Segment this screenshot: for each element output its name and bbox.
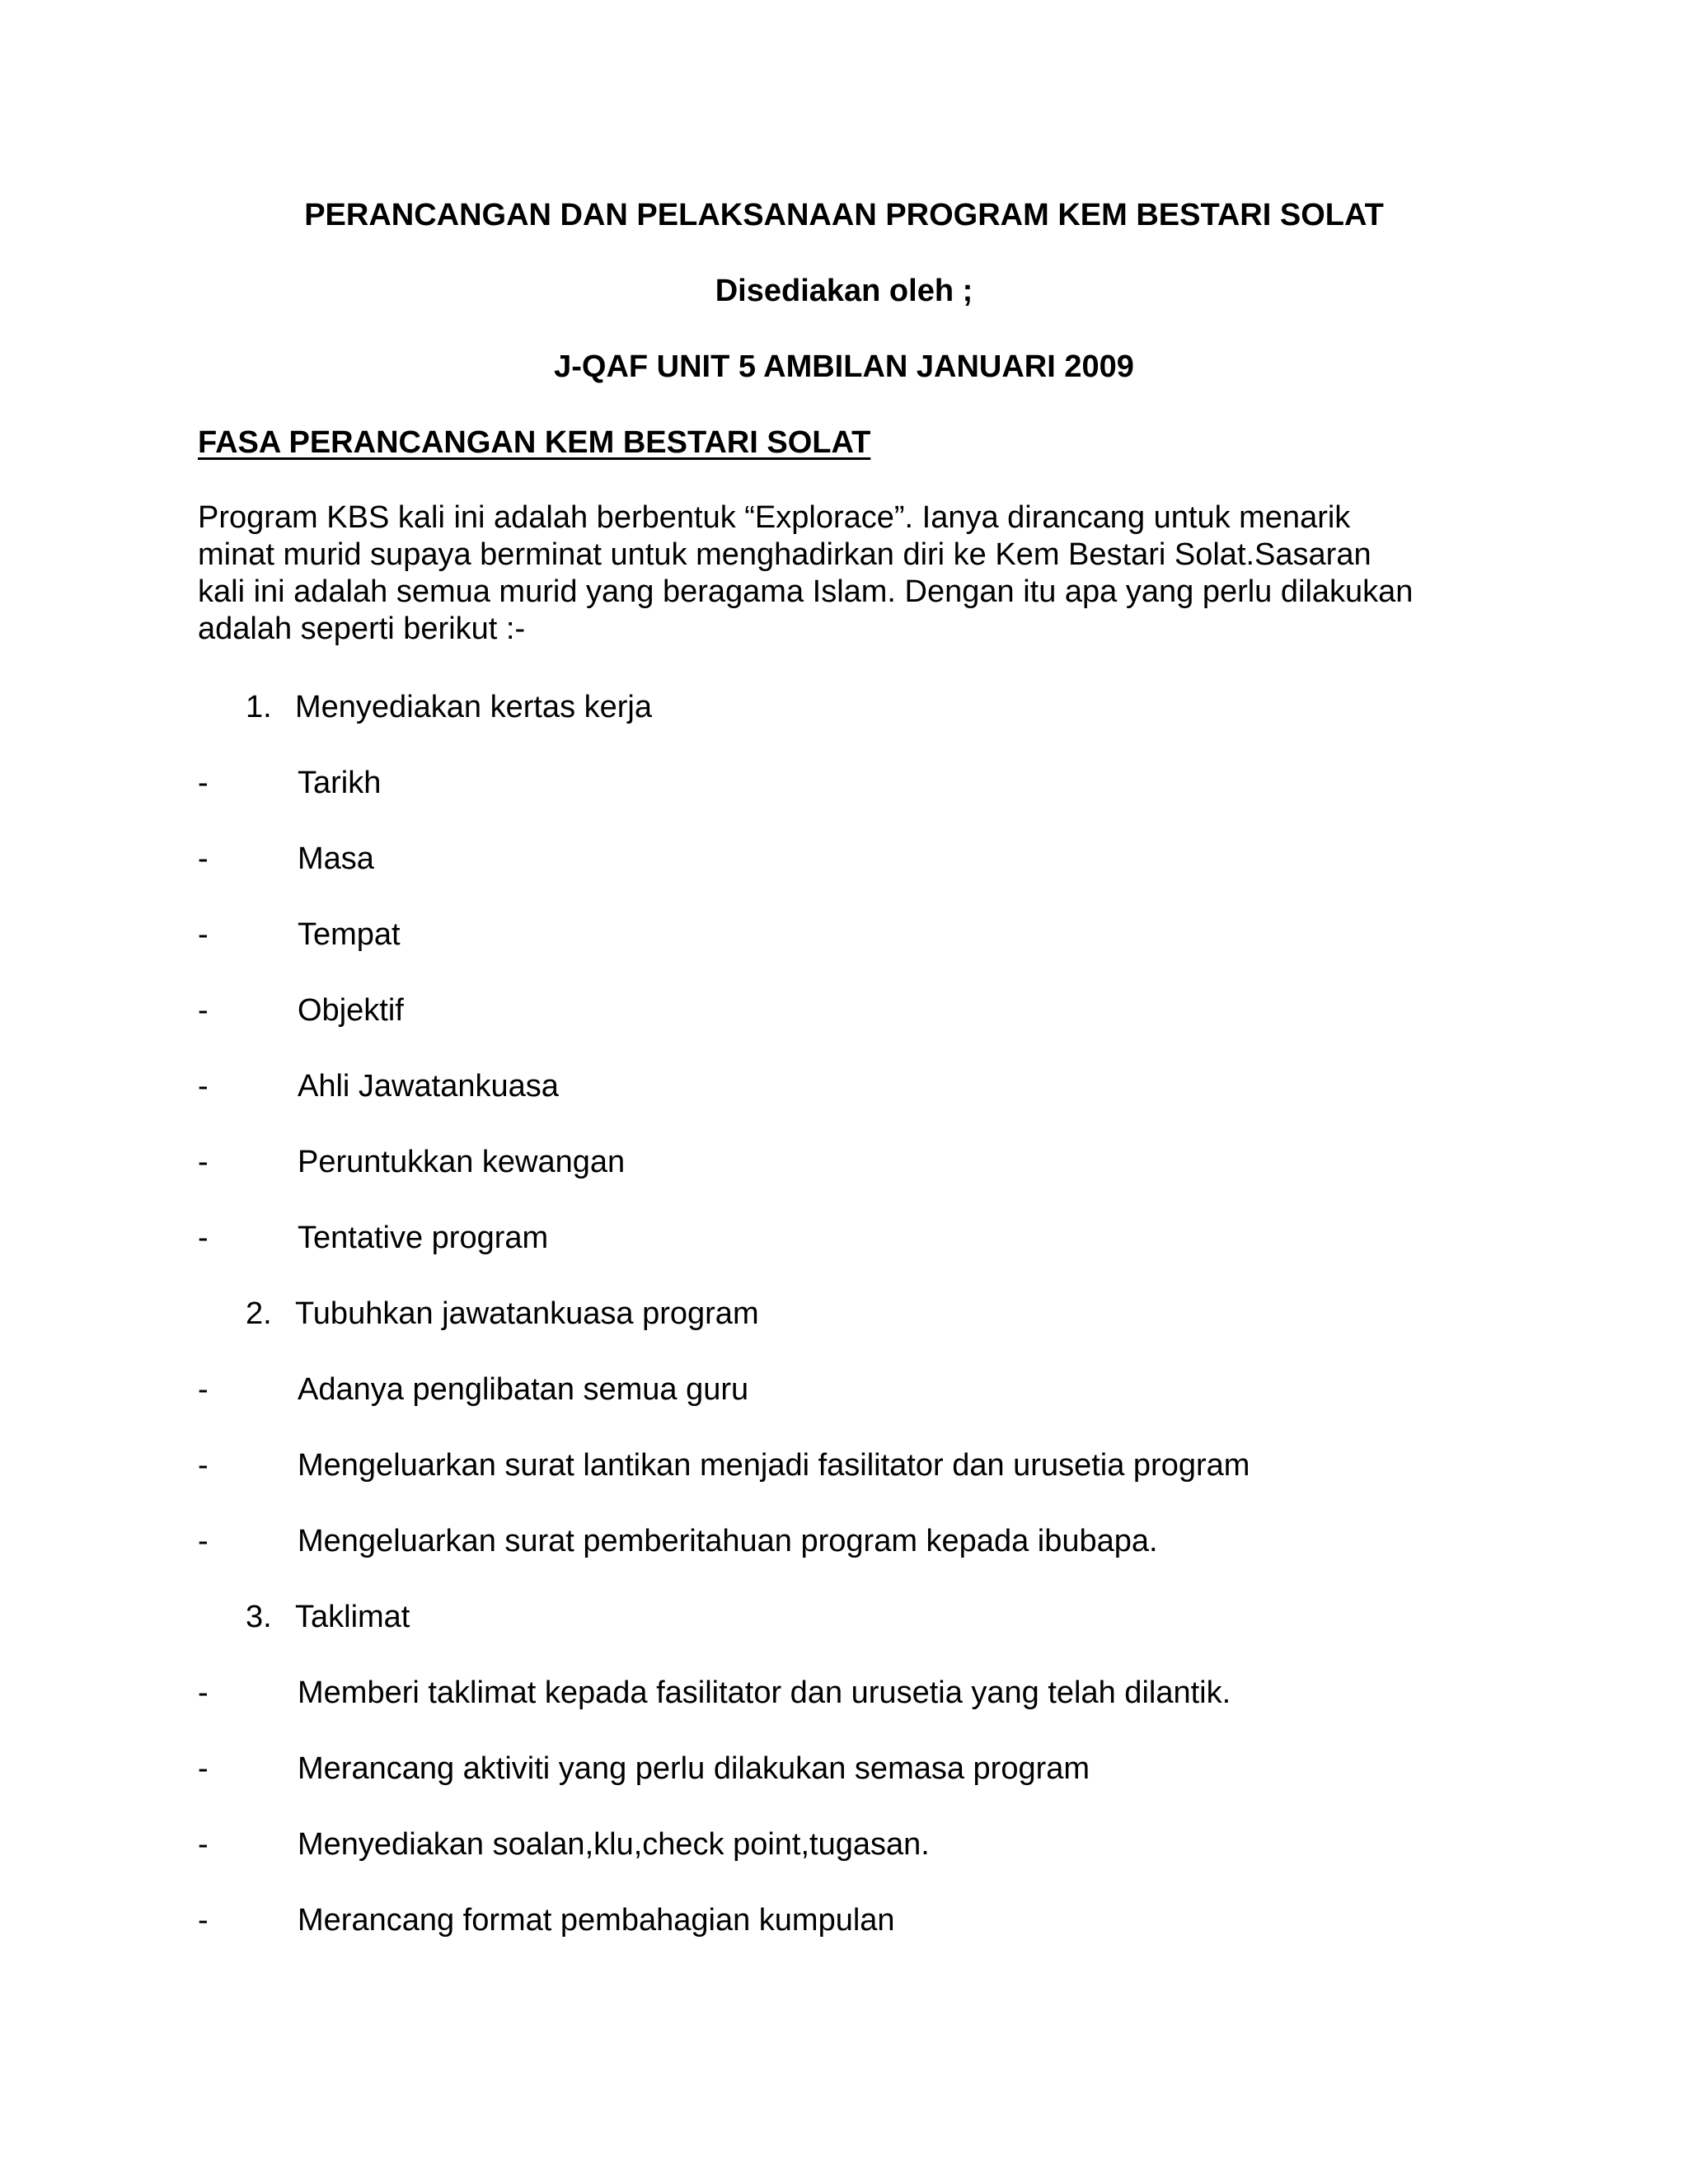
step-label: Taklimat xyxy=(295,1600,410,1634)
list-item-text: Mengeluarkan surat lantikan menjadi fasilitator dan urusetia program xyxy=(298,1448,1250,1483)
list-item xyxy=(198,1143,625,1181)
list-item xyxy=(198,1522,1158,1560)
dash-bullet: - xyxy=(198,1903,209,1938)
list-item xyxy=(198,991,404,1029)
dash-bullet: - xyxy=(198,917,209,952)
dash-bullet: - xyxy=(198,1524,209,1558)
dash-bullet: - xyxy=(198,1372,209,1407)
list-item xyxy=(198,916,401,954)
step-number: 3. xyxy=(246,1600,272,1634)
list-item xyxy=(198,1371,748,1408)
intro-line: Program KBS kali ini adalah berbentuk “Explorace”. Ianya dirancang untuk menarik xyxy=(198,500,1351,535)
list-item xyxy=(198,840,374,878)
step-number: 2. xyxy=(246,1296,272,1331)
list-item xyxy=(198,764,381,802)
list-item-text: Merancang format pembahagian kumpulan xyxy=(298,1903,895,1938)
document-title: PERANCANGAN DAN PELAKSANAAN PROGRAM KEM BESTARI SOLAT xyxy=(304,198,1384,232)
list-item xyxy=(198,1750,1090,1788)
intro-line: adalah seperti berikut :- xyxy=(198,612,526,646)
list-item-text: Objektif xyxy=(298,993,404,1028)
dash-bullet: - xyxy=(198,1675,209,1710)
dash-bullet: - xyxy=(198,1221,209,1255)
list-item-text: Masa xyxy=(298,841,374,876)
dash-bullet: - xyxy=(198,1145,209,1179)
dash-bullet: - xyxy=(198,1448,209,1483)
step-label: Tubuhkan jawatankuasa program xyxy=(295,1296,759,1331)
prepared-by: Disediakan oleh ; xyxy=(715,274,973,308)
dash-bullet: - xyxy=(198,841,209,876)
list-item-text: Merancang aktiviti yang perlu dilakukan semasa program xyxy=(298,1751,1090,1786)
list-item xyxy=(198,1446,1250,1484)
list-item-text: Adanya penglibatan semua guru xyxy=(298,1372,749,1407)
dash-bullet: - xyxy=(198,1069,209,1104)
section-title: FASA PERANCANGAN KEM BESTARI SOLAT xyxy=(198,425,871,460)
list-item-text: Tentative program xyxy=(298,1221,549,1255)
list-item-text: Tarikh xyxy=(298,766,382,800)
intro-paragraph xyxy=(198,499,1500,648)
list-item-text: Tempat xyxy=(298,917,401,952)
step-label: Menyediakan kertas kerja xyxy=(295,690,652,724)
list-item xyxy=(198,1825,930,1863)
list-item-text: Peruntukkan kewangan xyxy=(298,1145,626,1179)
dash-bullet: - xyxy=(198,766,209,800)
dash-bullet: - xyxy=(198,993,209,1028)
list-item-text: Memberi taklimat kepada fasilitator dan urusetia yang telah dilantik. xyxy=(298,1675,1231,1710)
list-item xyxy=(198,1219,548,1257)
list-item-text: Ahli Jawatankuasa xyxy=(298,1069,559,1104)
list-item-text: Menyediakan soalan,klu,check point,tugasan. xyxy=(298,1827,930,1862)
list-item-text: Mengeluarkan surat pemberitahuan program kepada ibubapa. xyxy=(298,1524,1158,1558)
intro-line: kali ini adalah semua murid yang beragama Islam. Dengan itu apa yang perlu dilakukan xyxy=(198,574,1414,609)
list-item xyxy=(198,1067,559,1105)
list-item xyxy=(198,1901,895,1939)
step-1 xyxy=(246,688,652,726)
unit-label: J-QAF UNIT 5 AMBILAN JANUARI 2009 xyxy=(554,349,1134,384)
intro-line: minat murid supaya berminat untuk menghadirkan diri ke Kem Bestari Solat.Sasaran xyxy=(198,537,1372,572)
list-item xyxy=(198,1674,1231,1712)
step-2 xyxy=(246,1295,759,1333)
dash-bullet: - xyxy=(198,1827,209,1862)
dash-bullet: - xyxy=(198,1751,209,1786)
step-number: 1. xyxy=(246,690,272,724)
step-3 xyxy=(246,1598,410,1636)
